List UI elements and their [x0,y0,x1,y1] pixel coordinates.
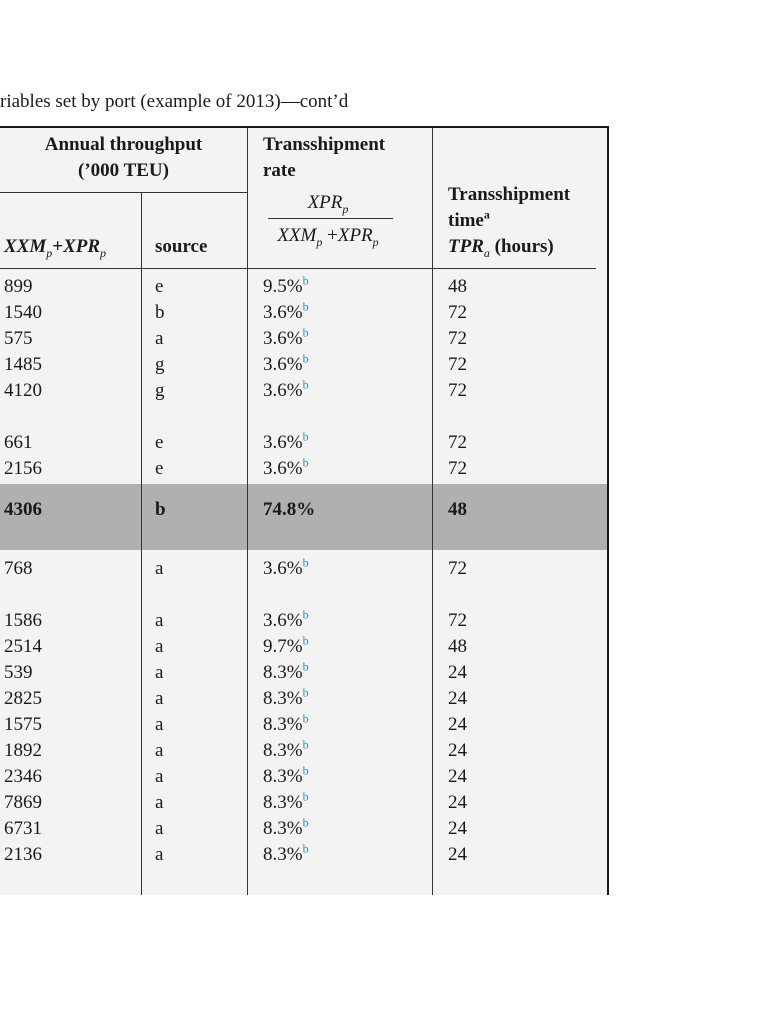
header-tpr-sub: a [483,245,490,260]
cell-rate: 8.3%$^b$ [263,685,309,709]
header-hours: (hours) [494,236,554,257]
cell-source: e [155,276,164,297]
cell-source: a [155,740,164,761]
footnote-b: b [302,685,309,700]
footnote-b: b [302,737,309,752]
cell-rate: 8.3%$^b$ [263,711,309,735]
cell-throughput: 4120 [4,380,42,401]
cell-time: 24 [448,818,467,839]
table-row [0,686,607,712]
cell-throughput: 768 [4,558,33,579]
cell-rate: 8.3%$^b$ [263,841,309,865]
denominator-xpr: XPR [337,225,373,246]
header-time-footnote: a [483,207,490,222]
cell-time: 72 [448,328,467,349]
cell-time: 24 [448,740,467,761]
cell-rate: 3.6%$^b$ [263,325,309,349]
cell-throughput: 575 [4,328,33,349]
cell-rate: 3.6%$^b$ [263,351,309,375]
cell-throughput: 2514 [4,636,42,657]
denominator-plus: + [327,225,338,246]
cell-source: a [155,688,164,709]
cell-time: 48 [448,636,467,657]
formula-xxm: XXM [4,236,47,257]
formula-xpr: XPR [63,236,101,257]
header-time-word: time [448,210,484,231]
cell-time: 72 [448,432,467,453]
cell-throughput: 1586 [4,610,42,631]
formula-xxm-sub: p [46,245,53,260]
cell-time: 72 [448,380,467,401]
cell-throughput: 1575 [4,714,42,735]
table-row [0,790,607,816]
cell-rate: 8.3%$^b$ [263,659,309,683]
cell-time: 24 [448,766,467,787]
header-subrule [0,192,247,193]
header-annual-throughput-unit: (’000 TEU) [78,160,169,181]
cell-source: a [155,328,164,349]
cell-rate: 3.6%$^b$ [263,429,309,453]
header-transshipment-rate [263,132,385,184]
cell-throughput: 661 [4,432,33,453]
cell-rate: 8.3%$^b$ [263,737,309,761]
header-rate-line1: Transshipment [263,134,386,155]
port-variables-table [0,126,609,895]
formula-plus: + [52,236,64,257]
cell-rate: 3.6%$^b$ [263,377,309,401]
cell-source: b [155,499,166,520]
footnote-b: b [302,841,309,856]
cell-source: a [155,662,164,683]
header-annual-throughput [0,132,247,184]
table-row [0,842,607,868]
footnote-b: b [302,299,309,314]
cell-source: g [155,354,165,375]
footnote-b: b [302,607,309,622]
header-bottom-rule [0,268,596,269]
numerator-xpr: XPR [307,192,343,213]
cell-time: 72 [448,558,467,579]
cell-time: 24 [448,714,467,735]
cell-rate: 74.8% [263,499,316,520]
cell-time: 48 [448,499,467,520]
footnote-b: b [302,325,309,340]
cell-source: a [155,636,164,657]
cell-rate: 9.5%$^b$ [263,273,309,297]
footnote-b: b [302,455,309,470]
denominator-xxm-sub: p [316,234,323,249]
cell-throughput: 2136 [4,844,42,865]
header-time-line3 [448,234,570,260]
cell-source: a [155,818,164,839]
cell-time: 72 [448,458,467,479]
cell-throughput: 899 [4,276,33,297]
cell-rate: 8.3%$^b$ [263,815,309,839]
rate-fraction [262,190,394,249]
cell-source: a [155,766,164,787]
denominator-xxm: XXM [277,225,317,246]
footnote-b: b [302,351,309,366]
footnote-b: b [302,633,309,648]
table-row [0,274,607,300]
cell-throughput: 2156 [4,458,42,479]
fraction-bar [268,218,393,219]
cell-throughput: 6731 [4,818,42,839]
cell-source: e [155,458,164,479]
table-row [0,738,607,764]
table-row [0,764,607,790]
cell-throughput: 2346 [4,766,42,787]
table-row [0,300,607,326]
footnote-b: b [302,763,309,778]
cell-source: e [155,432,164,453]
table-row [0,816,607,842]
cell-rate: 9.7%$^b$ [263,633,309,657]
table-row [0,378,607,404]
cell-source: a [155,714,164,735]
fraction-numerator [262,190,394,216]
cell-time: 24 [448,688,467,709]
cell-throughput: 4306 [4,499,42,520]
footnote-b: b [302,815,309,830]
cell-throughput: 539 [4,662,33,683]
cell-time: 24 [448,844,467,865]
footnote-b: b [302,377,309,392]
footnote-b: b [302,659,309,674]
cell-throughput: 2825 [4,688,42,709]
cell-time: 24 [448,662,467,683]
cell-time: 48 [448,276,467,297]
cell-rate: 8.3%$^b$ [263,763,309,787]
header-time-line2 [448,208,570,234]
fraction-denominator [262,223,394,249]
header-transshipment-time [448,182,570,260]
cell-time: 72 [448,610,467,631]
header-time-line1: Transshipment [448,184,571,205]
cell-source: b [155,302,165,323]
header-throughput-formula [4,234,106,260]
cell-time: 24 [448,792,467,813]
cell-throughput: 7869 [4,792,42,813]
cell-throughput: 1540 [4,302,42,323]
table-row [0,712,607,738]
table-row [0,456,607,482]
cell-rate: 3.6%$^b$ [263,607,309,631]
footnote-b: b [302,555,309,570]
header-annual-throughput-label: Annual throughput [44,134,203,155]
table-row-highlighted [0,497,607,523]
table-caption: riables set by port (example of 2013)—cont’d [0,91,349,112]
table-row [0,556,607,582]
cell-source: a [155,844,164,865]
denominator-xpr-sub: p [372,234,379,249]
formula-xpr-sub: p [100,245,107,260]
cell-time: 72 [448,302,467,323]
table-row [0,660,607,686]
cell-rate: 3.6%$^b$ [263,455,309,479]
table-row [0,352,607,378]
cell-rate: 3.6%$^b$ [263,299,309,323]
cell-source: a [155,610,164,631]
numerator-sub: p [342,201,349,216]
cell-throughput: 1485 [4,354,42,375]
cell-time: 72 [448,354,467,375]
cell-source: a [155,792,164,813]
table-row [0,430,607,456]
header-rate-line2: rate [263,160,296,181]
footnote-b: b [302,429,309,444]
footnote-b: b [302,711,309,726]
footnote-b: b [302,273,309,288]
table-row [0,634,607,660]
cell-source: g [155,380,165,401]
cell-throughput: 1892 [4,740,42,761]
header-tpr: TPR [448,236,484,257]
table-row [0,608,607,634]
cell-rate: 3.6%$^b$ [263,555,309,579]
cell-source: a [155,558,164,579]
table-row [0,326,607,352]
cell-rate: 8.3%$^b$ [263,789,309,813]
footnote-b: b [302,789,309,804]
header-source: source [155,236,208,257]
